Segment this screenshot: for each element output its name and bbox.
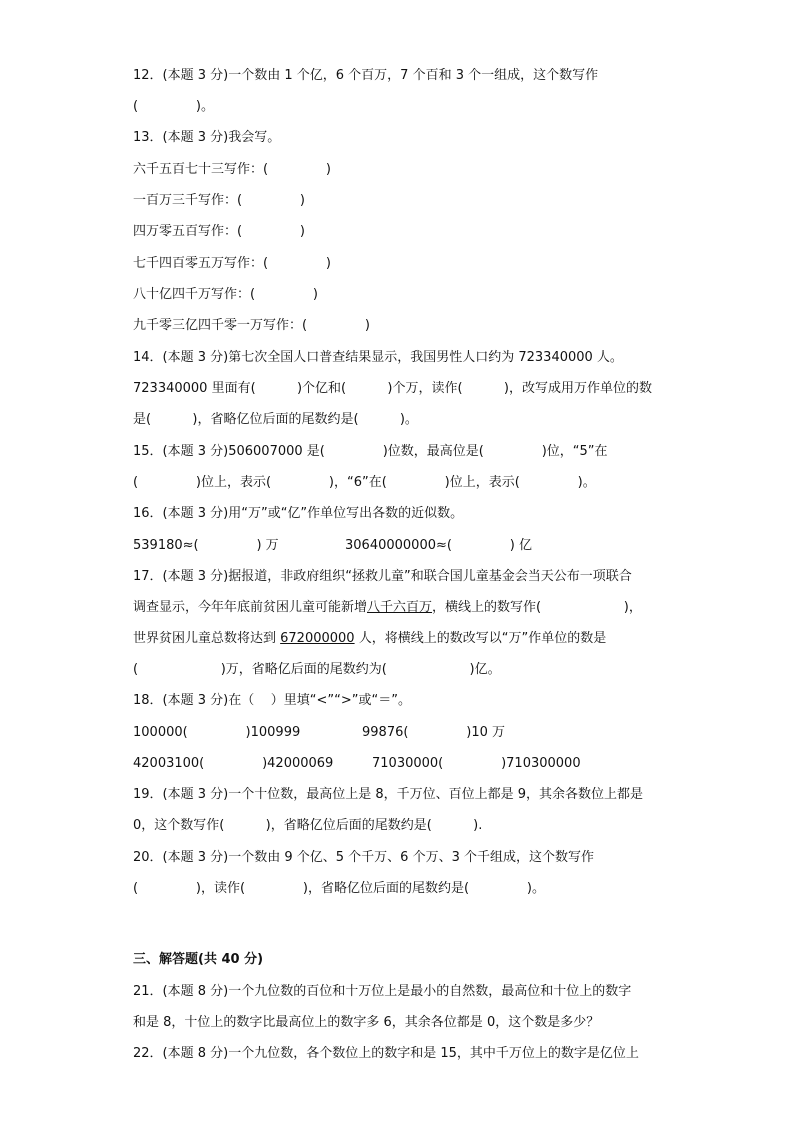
- q18-title: 18．(本题 3 分)在（ ）里填“<”“>”或“＝”。: [133, 693, 411, 708]
- q20-line2: ( )，读作( )，省略亿位后面的尾数约是( )。: [133, 881, 545, 896]
- q16-approx-a: 539180≈( ) 万: [133, 538, 279, 553]
- q14-line2: 723340000 里面有( )个亿和( )个万，读作( )，改写成用万作单位的数: [133, 381, 652, 396]
- q14-line3: 是( )，省略亿位后面的尾数约是( )。: [133, 412, 418, 427]
- q17-underlined-text: 八千六百万: [367, 600, 433, 615]
- q19-line1: 19．(本题 3 分)一个十位数，最高位上是 8，千万位、百位上都是 9，其余各数位上都是: [133, 787, 644, 802]
- q13-item: 八十亿四千万写作：( ): [133, 287, 318, 302]
- q21-line2: 和是 8，十位上的数字比最高位上的数字多 6，其余各位都是 0，这个数是多少？: [133, 1015, 600, 1030]
- q16-title: 16．(本题 3 分)用“万”或“亿”作单位写出各数的近似数。: [133, 506, 464, 521]
- q17-line4: ( )万，省略亿后面的尾数约为( )亿。: [133, 662, 501, 677]
- q14-line1: 14．(本题 3 分)第七次全国人口普查结果显示，我国男性人口约为 723340000 人。: [133, 350, 623, 365]
- section-heading: 三、解答题(共 40 分): [133, 952, 264, 967]
- q22-line1: 22．(本题 8 分)一个九位数，各个数位上的数字和是 15，其中千万位上的数字是亿位上: [133, 1046, 639, 1061]
- q17-underlined-number: 672000000: [280, 631, 355, 646]
- q13-title: 13．(本题 3 分)我会写。: [133, 130, 281, 145]
- q18-compare: 71030000( )710300000: [372, 756, 581, 771]
- q17-line2-start: 调查显示，今年年底前贫困儿童可能新增: [133, 600, 368, 615]
- q17-line2-end: ，横线上的数写作( )，: [432, 600, 642, 615]
- q17-line3-end: 人，将横线上的数改写以“万”作单位的数是: [354, 631, 607, 646]
- q20-line1: 20．(本题 3 分)一个数由 9 个亿、5 个千万、6 个万、3 个千组成，这个数写作: [133, 850, 594, 865]
- q18-compare: 99876( )10 万: [362, 725, 506, 740]
- q13-item: 九千零三亿四千零一万写作：( ): [133, 318, 370, 333]
- q17-line1: 17．(本题 3 分)据报道，非政府组织“拯救儿童”和联合国儿童基金会当天公布一项联合: [133, 569, 632, 584]
- q15-line1: 15．(本题 3 分)506007000 是( )位数，最高位是( )位，“5”在: [133, 444, 608, 459]
- q12-line2: ( )。: [133, 99, 214, 114]
- q17-line2: [133, 599, 642, 617]
- q13-item: 一百万三千写作：( ): [133, 193, 305, 208]
- q19-line2: 0，这个数写作( )，省略亿位后面的尾数约是( ).: [133, 818, 483, 833]
- q17-line3: [133, 630, 606, 648]
- q13-item: 七千四百零五万写作：( ): [133, 256, 331, 271]
- q21-line1: 21．(本题 8 分)一个九位数的百位和十万位上是最小的自然数，最高位和十位上的数字: [133, 984, 632, 999]
- q18-compare: 42003100( )42000069: [133, 756, 334, 771]
- q15-line2: ( )位上，表示( )，“6”在( )位上，表示( )。: [133, 475, 596, 490]
- q12-line1: 12．(本题 3 分)一个数由 1 个亿，6 个百万，7 个百和 3 个一组成，这个数写作: [133, 68, 599, 83]
- q13-item: 六千五百七十三写作：( ): [133, 162, 331, 177]
- q16-approx-b: 30640000000≈( ) 亿: [345, 538, 533, 553]
- q17-line3-start: 世界贫困儿童总数将达到: [133, 631, 281, 646]
- q13-item: 四万零五百写作：( ): [133, 224, 305, 239]
- q18-compare: 100000( )100999: [133, 725, 301, 740]
